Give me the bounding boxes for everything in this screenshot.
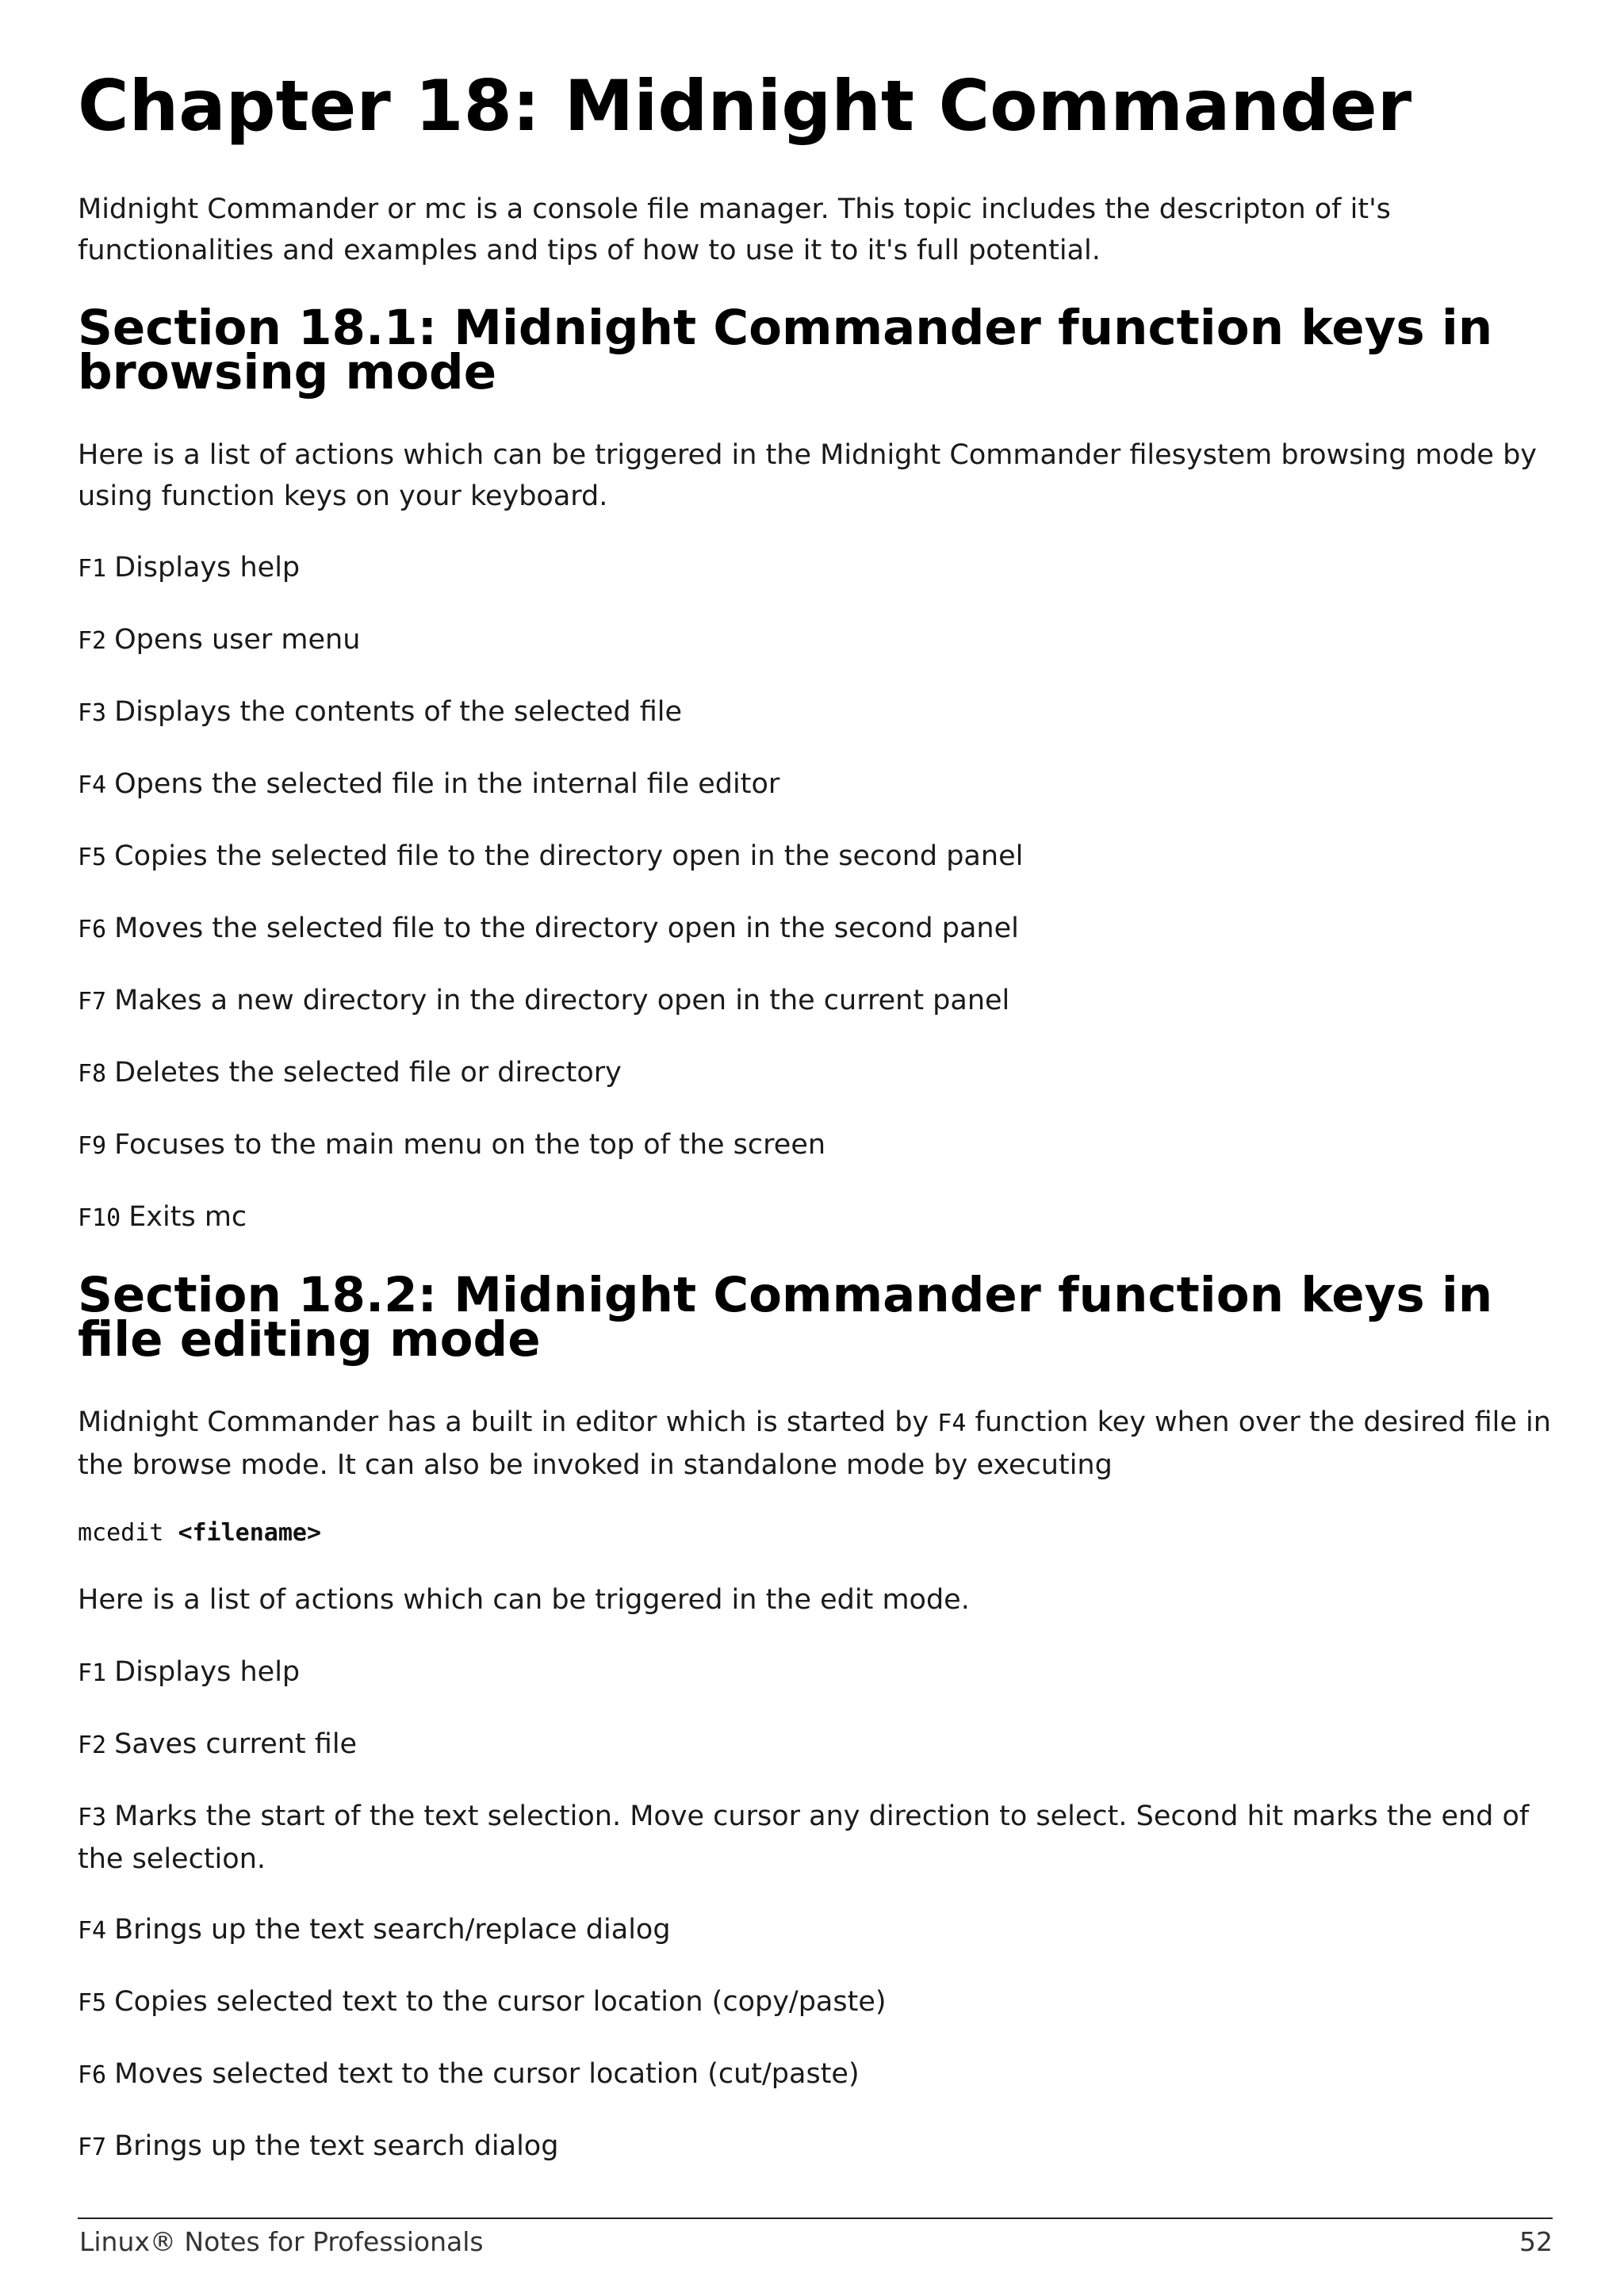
key-label: F7 [78,988,107,1016]
list-item [78,836,1553,878]
list-item [78,908,1553,951]
footer-page-number: 52 [1519,2226,1553,2257]
key-description: Displays help [114,1656,301,1688]
section-2-title: Section 18.2: Midnight Commander function keys in file editing mode [78,1267,1493,1368]
key-description: Moves selected text to the cursor location (cut/paste) [114,2058,860,2090]
footer-book-title: Linux® Notes for Professionals [79,2226,484,2257]
key-description: Displays help [114,552,301,584]
key-label: F2 [78,627,107,655]
section-2-intro-after: function key when over the desired file in the browse mode. It can also be invoked in standalone mode by executing [78,1406,1551,1481]
key-description: Copies selected text to the cursor location (copy/paste) [114,1986,887,2018]
section-2-intro [78,1402,1553,1486]
inline-key: F4 [937,1410,967,1437]
list-item [78,1909,1553,1952]
key-label: F1 [78,1659,107,1687]
list-item [78,691,1553,734]
list-item [78,1981,1553,2024]
footer-divider [78,2218,1553,2219]
chapter-intro: Midnight Commander or mc is a console file manager. This topic includes the descripton of it's functionalities and examples and tips of how to use it to it's full potential. [78,193,1391,266]
key-description: Focuses to the main menu on the top of the screen [114,1129,826,1161]
key-label: F6 [78,2061,107,2089]
key-description: Brings up the text search/replace dialog [114,1914,671,1946]
section-2-list-intro: Here is a list of actions which can be triggered in the edit mode. [78,1584,970,1616]
key-label: F4 [78,1917,107,1945]
key-label: F7 [78,2133,107,2161]
section-1-intro: Here is a list of actions which can be triggered in the Midnight Commander filesystem browsing mode by using function keys on your keyboard. [78,439,1537,512]
section-1-title: Section 18.1: Midnight Commander function keys in browsing mode [78,300,1493,400]
key-description: Exits mc [128,1201,247,1233]
code-argument: <filename> [178,1519,322,1547]
key-description: Marks the start of the text selection. Move cursor any direction to select. Second hit marks the end of the selection. [78,1800,1530,1875]
key-description: Deletes the selected file or directory [114,1057,622,1089]
key-label: F3 [78,699,107,727]
code-command: mcedit [78,1519,164,1547]
code-block [78,1516,321,1551]
key-label: F1 [78,555,107,583]
list-item [78,1651,1553,1694]
list-item [78,980,1553,1023]
list-item [78,1124,1553,1167]
list-item [78,2126,1553,2168]
key-description: Moves the selected file to the directory open in the second panel [114,913,1019,944]
list-item [78,547,1553,590]
list-item [78,2053,1553,2096]
key-label: F3 [78,1804,107,1831]
key-label: F5 [78,844,107,871]
key-label: F9 [78,1132,107,1160]
list-item [78,1796,1553,1880]
list-item [78,763,1553,806]
key-label: F5 [78,1989,107,2017]
key-label: F8 [78,1060,107,1088]
key-description: Makes a new directory in the directory open in the current panel [114,985,1010,1016]
key-label: F10 [78,1204,121,1232]
list-item [78,1052,1553,1095]
key-description: Copies the selected file to the directory open in the second panel [114,840,1024,872]
key-label: F2 [78,1732,107,1759]
list-item [78,1724,1553,1766]
key-description: Opens user menu [114,624,361,656]
list-item [78,1196,1553,1239]
key-label: F4 [78,771,107,799]
section-2-intro-before: Midnight Commander has a built in editor which is started by [78,1406,929,1438]
list-item [78,619,1553,662]
key-label: F6 [78,916,107,943]
key-description: Brings up the text search dialog [114,2130,559,2162]
key-description: Displays the contents of the selected file [114,696,683,728]
chapter-title: Chapter 18: Midnight Commander [78,65,1412,147]
key-description: Saves current file [114,1728,358,1760]
key-description: Opens the selected file in the internal file editor [114,768,780,800]
